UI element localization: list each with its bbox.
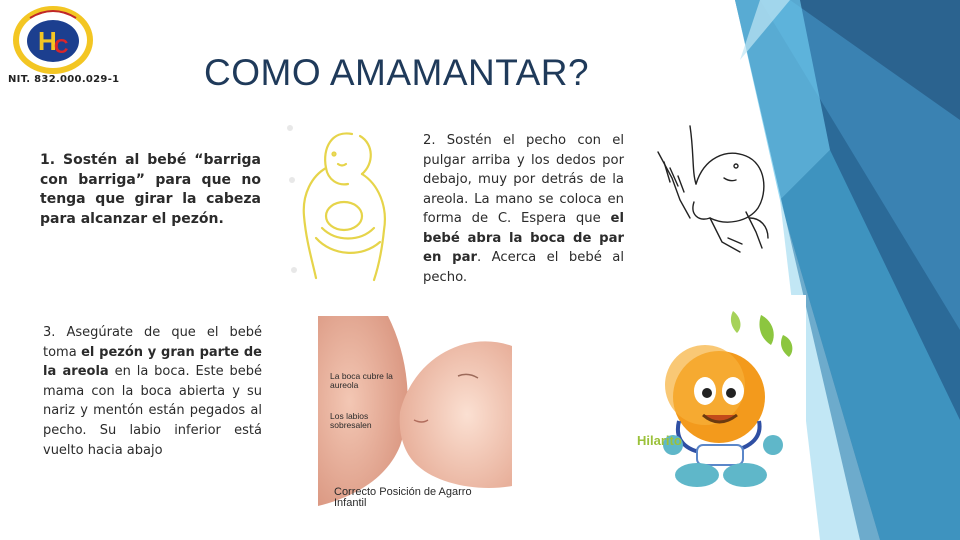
mother-illustration xyxy=(282,120,402,285)
step-1-text: 1. Sostén al bebé “barriga con barriga” para que no tenga que girar la cabeza para alcanzar el pezón. xyxy=(40,152,261,227)
logo-emblem xyxy=(10,4,96,76)
step-2-emphasis: el bebé abra la boca de par en par xyxy=(423,211,624,265)
page-title: COMO AMAMANTAR? xyxy=(204,52,590,93)
mascot-orange xyxy=(633,295,806,509)
step-3-part-c: en la boca. Este bebé mama con la boca abierta y su nariz y mentón están pegados al pecho. Su labio inferior está vuelto hacia abajo xyxy=(43,364,263,458)
step-2-part-c: . Acerca el bebé al pecho. xyxy=(423,250,624,285)
mascot-panel xyxy=(633,295,806,509)
step-3-emphasis: el pezón y gran parte de la areola xyxy=(43,344,262,380)
step-2-part-a: 2. Sostén el pecho con el pulgar arriba y los dedos por debajo, muy por detrás de la areola. La mano se coloca en forma de C. Espera que xyxy=(423,133,624,226)
mascot-name: Hilarito xyxy=(637,433,682,448)
photo-label-1: La boca cubre la aureola xyxy=(330,371,393,390)
svg-text:H: H xyxy=(38,26,57,56)
nit-number: NIT. 832.000.029-1 xyxy=(8,74,120,85)
step-3-text xyxy=(43,323,262,460)
breastfeeding-sketch xyxy=(650,122,774,262)
svg-text:C: C xyxy=(54,36,69,58)
photo-label-2: Los labios sobresalen xyxy=(330,411,372,430)
photo-caption: Correcto Posición de Agarro Infantil xyxy=(334,486,472,509)
step-2-text xyxy=(423,131,624,287)
step-3-part-a: 3. Asegúrate de que el bebé toma xyxy=(43,325,262,360)
breastfeeding-photo xyxy=(318,316,512,509)
